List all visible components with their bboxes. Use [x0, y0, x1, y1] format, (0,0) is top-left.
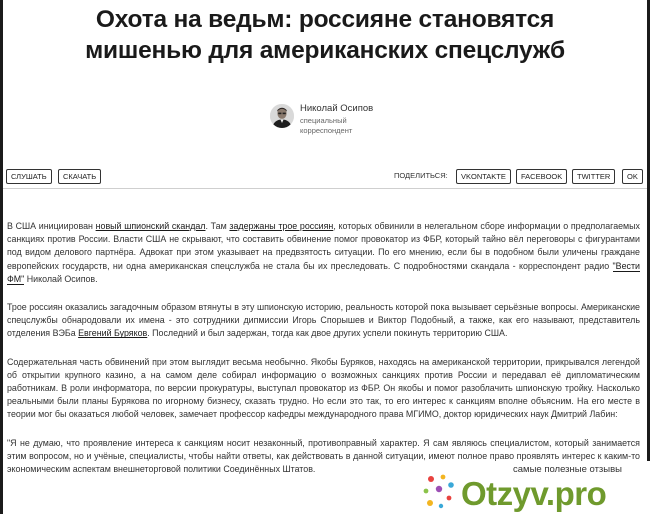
text-run: . Последний и был задержан, тогда как двое других успели покинуть территорию США.	[147, 328, 508, 339]
author-role: специальный корреспондент	[300, 116, 353, 135]
toolbar-divider	[3, 188, 647, 189]
share-facebook-button[interactable]: FACEBOOK	[516, 169, 567, 184]
author-name[interactable]: Николай Осипов	[300, 103, 374, 114]
share-vkontakte-button[interactable]: VKONTAKTE	[456, 169, 511, 184]
detained-russians-link[interactable]: задержаны трое россиян	[229, 221, 334, 231]
watermark-tagline: самые полезные отзывы	[513, 464, 622, 475]
buryakov-link[interactable]: Евгений Буряков	[78, 328, 148, 339]
text-run: Николай Осипов.	[24, 273, 98, 284]
share-ok-button[interactable]: OK	[622, 169, 643, 184]
paragraph-3: Содержательная часть обвинений при этом выглядит весьма необычно. Якобы Буряков, находясь на американской территории, прикрывался легендой об открытии крупного казино, а на самом деле собирал информацию о возможных санкциях против России и передавал её дипломатическим работникам. В роли информатора, по версии прокуратуры, выступал провокатор из ФБР. Он якобы и помог разоблачить шпионскую тройку. Насколько реальными были планы Бурякова по игорному бизнесу, сказать трудно. Но если это так, то его интерес к санкциям вполне объясним. На его месте в теории мог бы оказаться любой человек, замечает профессор кафедры международного права МГИМО, доктор юридических наук Дмитрий Лабин:	[7, 356, 640, 420]
paragraph-2	[7, 301, 640, 341]
author-avatar[interactable]	[270, 104, 294, 128]
text-run: В США инициирован	[7, 221, 96, 231]
otzyv-watermark	[415, 461, 650, 514]
listen-button[interactable]: СЛУШАТЬ	[6, 169, 52, 184]
text-run: Трое россиян оказались загадочным образом втянуты в эту шпионскую историю, реальность которой пока вызывает серьёзные вопросы. Американские спецслужбы обнародовали их имена - это сотрудники дипмиссии Игорь Спорышев и Виктор Подобный, а также, как его называют, представитель отделения ВЭБа	[7, 302, 640, 339]
confetti-logo-icon	[421, 473, 457, 511]
text-run: , которых обвинили в нелегальном сборе информации о предполагаемых санкциях против России. Власти США не скрывают, что составить обвинение помог провокатор из ФБР, который тайно вёл переговоры с фигурантами под видом делового партнёра. Адвокат при этом указывает на предвзятость ситуации. По его мнению, если бы в подобном были уличены граждане европейских государств, ни одна американская спецслужба не стала бы их преследовать. С подробностями скандала - корреспондент радио	[7, 221, 640, 271]
spy-scandal-link[interactable]: новый шпионский скандал	[95, 221, 206, 231]
text-run: . Там	[205, 221, 230, 231]
article-body	[7, 220, 640, 491]
paragraph-1	[7, 220, 640, 286]
author-photo-icon	[270, 104, 294, 128]
share-twitter-button[interactable]: TWITTER	[572, 169, 615, 184]
paragraph-4: "Я не думаю, что проявление интереса к санкциям носит незаконный, противоправный характер. Я сам являюсь специалистом, который занимается этим вопросом, но и учёные, специалисты, чтобы найти ответы, как действовать в данной ситуации, имеют полное право проявлять интерес к каким-то экономическим аспектам внешнеторговой политики Соединённых Штатов.	[7, 437, 640, 475]
share-label: ПОДЕЛИТЬСЯ:	[394, 171, 448, 180]
watermark-logo: Otzyv.pro	[461, 475, 607, 512]
article-title: Охота на ведьм: россияне становятся мишенью для американских спецслужб	[85, 6, 565, 64]
download-button[interactable]: СКАЧАТЬ	[58, 169, 101, 184]
vesti-fm-link[interactable]: "Вести ФМ"	[7, 260, 640, 284]
